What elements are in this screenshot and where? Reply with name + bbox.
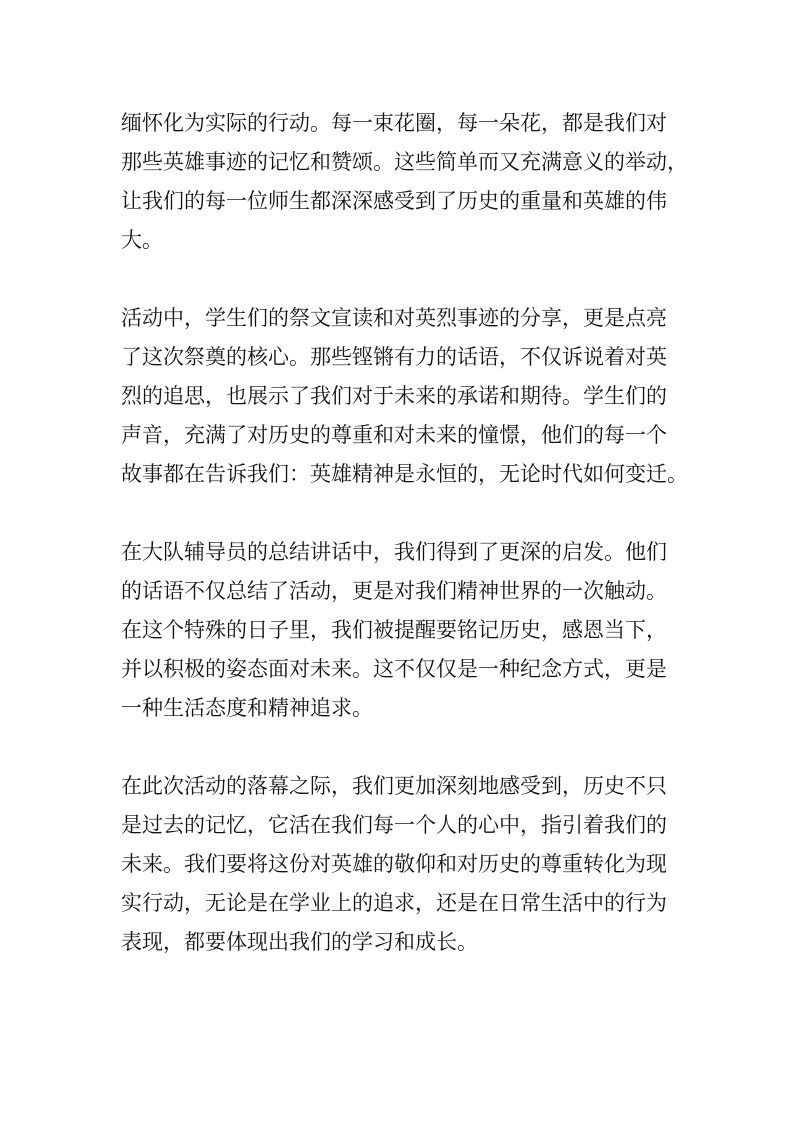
paragraph-1 [121,104,691,260]
text-line: 的话语不仅总结了活动，更是对我们精神世界的一次触动。 [121,579,667,603]
text-line: 大。 [121,228,163,252]
text-line: 在这个特殊的日子里，我们被提醒要铭记历史，感恩当下， [121,618,667,642]
text-line: 故事都在告诉我们：英雄精神是永恒的，无论时代如何变迁。 [121,462,688,486]
text-line: 未来。我们要将这份对英雄的敬仰和对历史的尊重转化为现 [121,852,667,876]
text-line: 声音，充满了对历史的尊重和对未来的憧憬，他们的每一个 [121,423,667,447]
text-line: 一种生活态度和精神追求。 [121,696,373,720]
text-line: 是过去的记忆，它活在我们每一个人的心中，指引着我们的 [121,813,667,837]
text-line: 实行动，无论是在学业上的追求，还是在日常生活中的行为 [121,891,667,915]
paragraph-3 [121,533,691,728]
text-line: 并以积极的姿态面对未来。这不仅仅是一种纪念方式，更是 [121,657,667,681]
text-line: 活动中，学生们的祭文宣读和对英烈事迹的分享，更是点亮 [121,306,667,330]
text-line: 缅怀化为实际的行动。每一束花圈，每一朵花，都是我们对 [121,111,667,135]
text-line: 让我们的每一位师生都深深感受到了历史的重量和英雄的伟 [121,189,667,213]
text-line: 了这次祭奠的核心。那些铿锵有力的话语，不仅诉说着对英 [121,345,667,369]
text-line: 表现，都要体现出我们的学习和成长。 [121,930,478,954]
text-line: 烈的追思，也展示了我们对于未来的承诺和期待。学生们的 [121,384,667,408]
text-line: 在大队辅导员的总结讲话中，我们得到了更深的启发。他们 [121,540,667,564]
document-body [121,104,691,1001]
paragraph-4 [121,767,691,962]
paragraph-2 [121,299,691,494]
text-line: 那些英雄事迹的记忆和赞颂。这些简单而又充满意义的举动， [121,150,688,174]
text-line: 在此次活动的落幕之际，我们更加深刻地感受到，历史不只 [121,774,667,798]
